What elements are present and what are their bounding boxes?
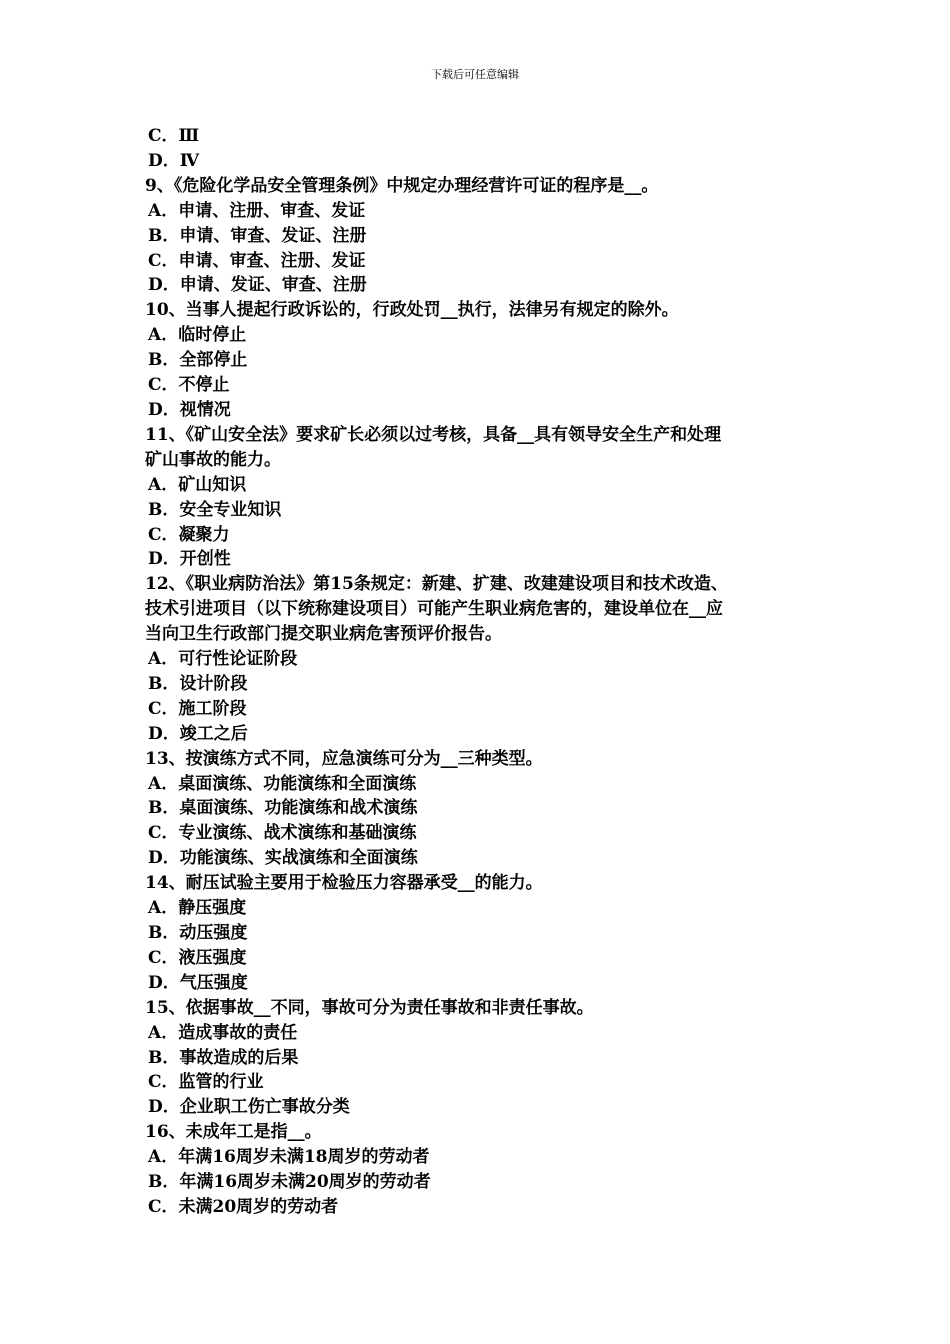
- answer-option: D．功能演练、实战演练和全面演练: [148, 848, 418, 869]
- answer-option: B．年满16周岁未满20周岁的劳动者: [148, 1172, 431, 1193]
- answer-option: A．年满16周岁未满18周岁的劳动者: [148, 1147, 430, 1168]
- answer-option: B．申请、审查、发证、注册: [148, 225, 367, 246]
- question-text: 16、未成年工是指__。: [145, 1122, 322, 1143]
- question-text: 9、《危险化学品安全管理条例》中规定办理经营许可证的程序是__。: [145, 175, 659, 196]
- answer-option: A．静压强度: [148, 898, 247, 919]
- answer-option: C．申请、审查、注册、发证: [148, 250, 366, 271]
- question-text: 当向卫生行政部门提交职业病危害预评价报告。: [145, 624, 502, 645]
- answer-option: B．全部停止: [148, 350, 248, 371]
- answer-option: A．桌面演练、功能演练和全面演练: [148, 773, 417, 794]
- question-text: 14、耐压试验主要用于检验压力容器承受__的能力。: [145, 873, 543, 894]
- answer-option: C．Ⅲ: [148, 126, 200, 146]
- page-header: 下载后可任意编辑: [431, 68, 519, 81]
- answer-option: C．未满20周岁的劳动者: [148, 1196, 339, 1217]
- answer-option: A．临时停止: [148, 325, 247, 346]
- answer-option: C．监管的行业: [148, 1072, 264, 1093]
- answer-option: C．凝聚力: [148, 524, 230, 545]
- question-text: 13、按演练方式不同，应急演练可分为__三种类型。: [145, 748, 543, 769]
- answer-option: B．事故造成的后果: [148, 1047, 299, 1068]
- question-text: 12、《职业病防治法》第15条规定：新建、扩建、改建建设项目和技术改造、: [145, 574, 728, 595]
- answer-option: A．矿山知识: [148, 474, 247, 495]
- question-text: 15、依据事故__不同，事故可分为责任事故和非责任事故。: [145, 997, 594, 1018]
- answer-option: D．企业职工伤亡事故分类: [148, 1097, 350, 1118]
- answer-option: D．Ⅳ: [148, 150, 200, 171]
- answer-option: D．申请、发证、审查、注册: [148, 275, 367, 296]
- answer-option: D．竣工之后: [148, 723, 248, 744]
- question-text: 矿山事故的能力。: [145, 449, 281, 470]
- answer-option: A．可行性论证阶段: [148, 649, 298, 670]
- answer-option: D．开创性: [148, 549, 231, 570]
- question-text: 技术引进项目（以下统称建设项目）可能产生职业病危害的，建设单位在__应: [145, 599, 723, 620]
- answer-option: C．液压强度: [148, 947, 247, 968]
- answer-option: A．申请、注册、审查、发证: [148, 200, 366, 221]
- answer-option: C．施工阶段: [148, 698, 247, 719]
- answer-option: A．造成事故的责任: [148, 1022, 298, 1043]
- question-text: 11、《矿山安全法》要求矿长必须以过考核，具备__具有领导安全生产和处理: [145, 424, 722, 445]
- answer-option: D．气压强度: [148, 972, 248, 993]
- answer-option: C．不停止: [148, 375, 230, 396]
- answer-option: D．视情况: [148, 399, 231, 420]
- document-body: [145, 124, 817, 1220]
- answer-option: B．安全专业知识: [148, 499, 282, 520]
- answer-option: B．设计阶段: [148, 673, 248, 694]
- answer-option: B．桌面演练、功能演练和战术演练: [148, 798, 418, 819]
- answer-option: C．专业演练、战术演练和基础演练: [148, 823, 417, 844]
- question-text: 10、当事人提起行政诉讼的，行政处罚__执行，法律另有规定的除外。: [145, 300, 679, 321]
- answer-option: B．动压强度: [148, 923, 248, 943]
